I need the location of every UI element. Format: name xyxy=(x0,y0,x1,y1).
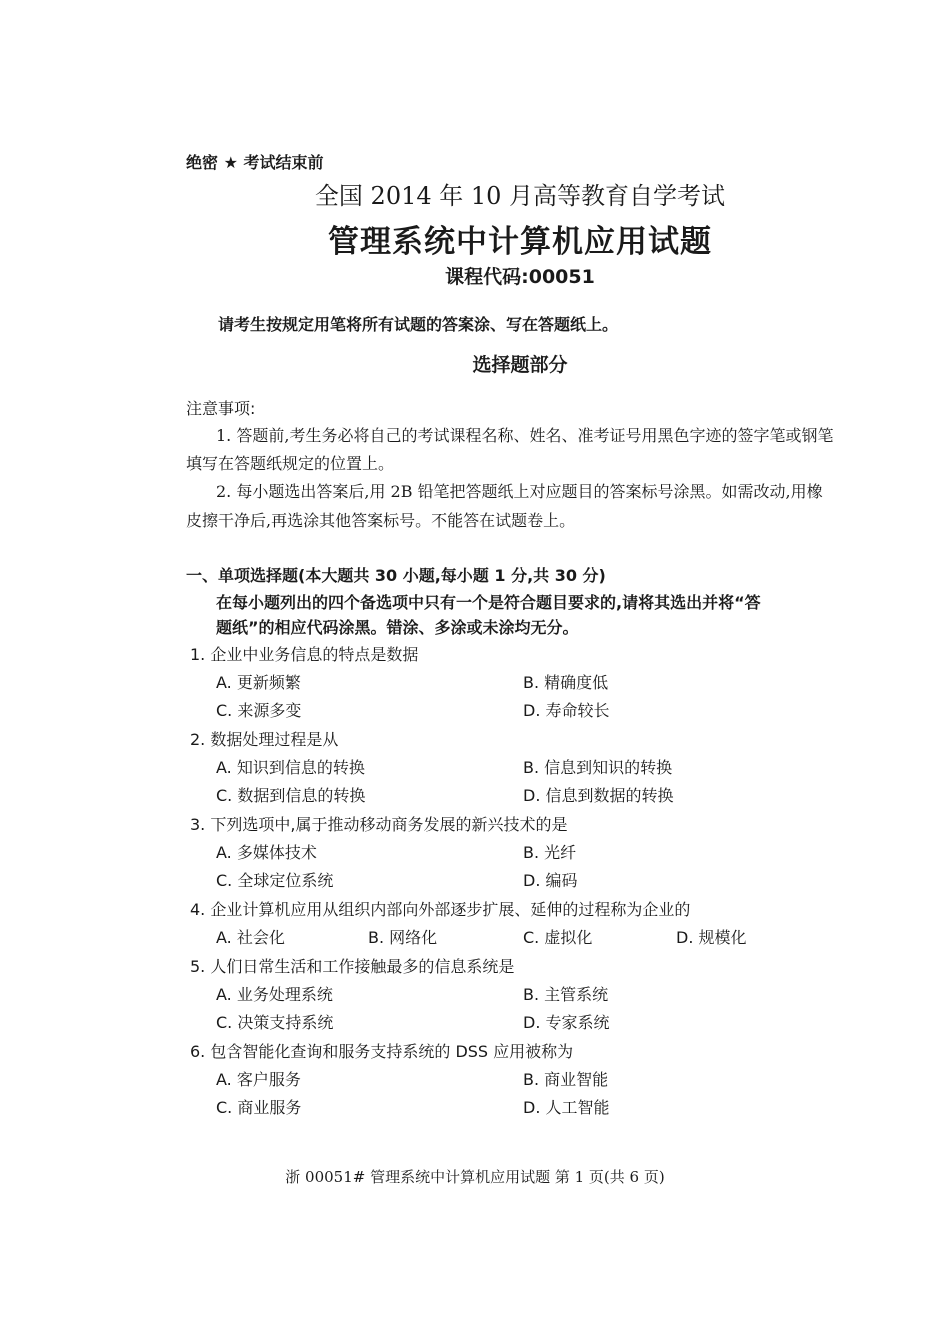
subject-title: 管理系统中计算机应用试题 xyxy=(328,224,712,260)
question-stem: 6. 包含智能化查询和服务支持系统的 DSS 应用被称为 xyxy=(190,1042,574,1061)
option: B. 精确度低 xyxy=(523,673,609,692)
option: C. 全球定位系统 xyxy=(216,871,334,890)
question-stem: 2. 数据处理过程是从 xyxy=(190,730,339,749)
option: A. 业务处理系统 xyxy=(216,985,333,1004)
question-stem: 1. 企业中业务信息的特点是数据 xyxy=(190,645,419,664)
option: A. 知识到信息的转换 xyxy=(216,758,365,777)
option: D. 编码 xyxy=(523,871,578,890)
option: B. 主管系统 xyxy=(523,985,609,1004)
notes-heading: 注意事项: xyxy=(186,399,256,418)
note-line: 2. 每小题选出答案后,用 2B 铅笔把答题纸上对应题目的答案标号涂黑。如需改动,用橡 xyxy=(216,482,823,501)
page-footer: 浙 00051# 管理系统中计算机应用试题 第 1 页(共 6 页) xyxy=(285,1168,665,1186)
note-line: 填写在答题纸规定的位置上。 xyxy=(186,454,395,473)
note-line: 1. 答题前,考生务必将自己的考试课程名称、姓名、准考证号用黑色字迹的签字笔或钢笔 xyxy=(216,426,834,445)
option: C. 来源多变 xyxy=(216,701,302,720)
question-stem: 4. 企业计算机应用从组织内部向外部逐步扩展、延伸的过程称为企业的 xyxy=(190,900,691,919)
question-stem: 3. 下列选项中,属于推动移动商务发展的新兴技术的是 xyxy=(190,815,568,834)
section-description: 在每小题列出的四个备选项中只有一个是符合题目要求的,请将其选出并将“答 xyxy=(216,593,761,612)
option: A. 社会化 xyxy=(216,928,285,947)
option: A. 更新频繁 xyxy=(216,673,301,692)
section-description: 题纸”的相应代码涂黑。错涂、多涂或未涂均无分。 xyxy=(216,618,579,637)
instruction-text: 请考生按规定用笔将所有试题的答案涂、写在答题纸上。 xyxy=(218,315,619,334)
section-part-title: 选择题部分 xyxy=(472,354,568,376)
option: B. 光纤 xyxy=(523,843,577,862)
question-stem: 5. 人们日常生活和工作接触最多的信息系统是 xyxy=(190,957,515,976)
option: C. 数据到信息的转换 xyxy=(216,786,366,805)
option: D. 规模化 xyxy=(676,928,747,947)
option: C. 虚拟化 xyxy=(523,928,593,947)
option: D. 人工智能 xyxy=(523,1098,610,1117)
option: D. 专家系统 xyxy=(523,1013,610,1032)
option: B. 信息到知识的转换 xyxy=(523,758,673,777)
option: A. 客户服务 xyxy=(216,1070,301,1089)
section-heading: 一、单项选择题(本大题共 30 小题,每小题 1 分,共 30 分) xyxy=(186,566,606,585)
option: A. 多媒体技术 xyxy=(216,843,317,862)
option: B. 网络化 xyxy=(368,928,438,947)
option: D. 信息到数据的转换 xyxy=(523,786,674,805)
exam-title: 全国 2014 年 10 月高等教育自学考试 xyxy=(314,182,726,210)
option: D. 寿命较长 xyxy=(523,701,610,720)
course-code: 课程代码:00051 xyxy=(445,266,595,288)
option: B. 商业智能 xyxy=(523,1070,609,1089)
note-line: 皮擦干净后,再选涂其他答案标号。不能答在试题卷上。 xyxy=(186,511,576,530)
option: C. 决策支持系统 xyxy=(216,1013,334,1032)
secret-label: 绝密 ★ 考试结束前 xyxy=(186,153,324,172)
option: C. 商业服务 xyxy=(216,1098,302,1117)
